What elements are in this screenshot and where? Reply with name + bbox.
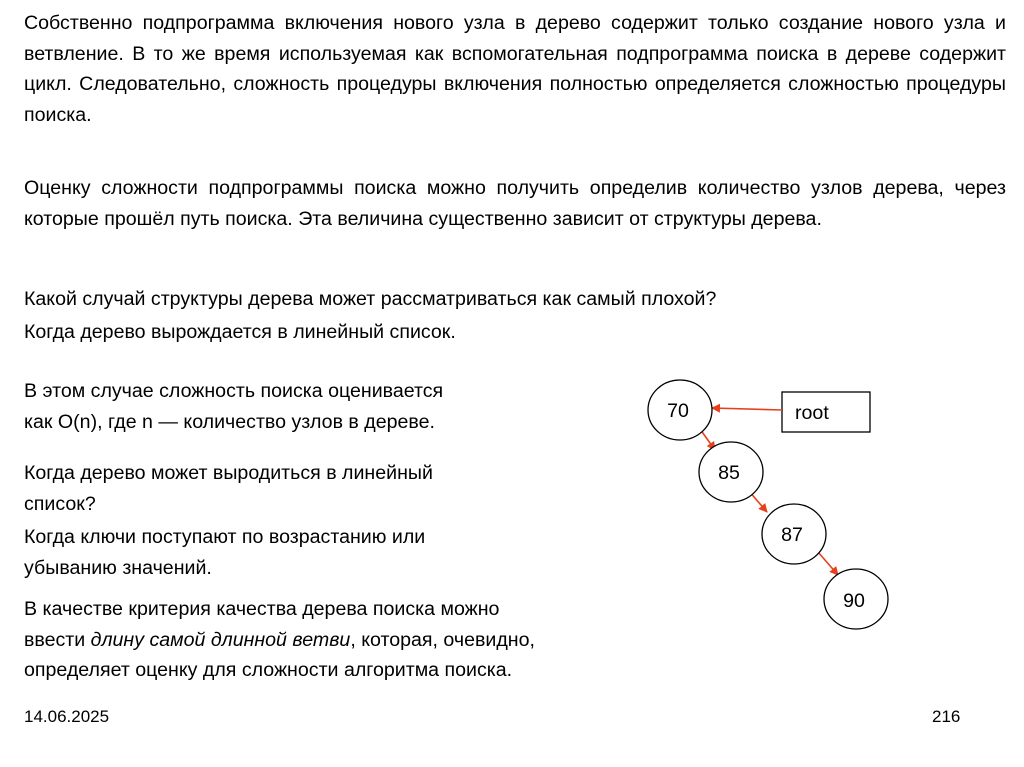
footer-date: 14.06.2025 <box>24 707 110 726</box>
text-line: Когда ключи поступают по возрастанию или <box>24 526 426 548</box>
root-pointer-box <box>782 392 870 432</box>
text-fragment: , которая, очевидно, <box>350 628 535 651</box>
tree-node-87 <box>762 504 826 564</box>
node-label: 70 <box>667 400 689 422</box>
text-line: убыванию значений. <box>24 556 212 579</box>
node-label: 87 <box>781 524 803 546</box>
arrow-root-to-70 <box>712 408 782 410</box>
text-line: определяет оценку для сложности алгоритма поиска. <box>24 659 513 681</box>
text-fragment: ввести <box>24 628 91 651</box>
paragraph-complexity-estimate: Оценку сложности подпрограммы поиска можно получить определив количество узлов дерева, через которые прошёл путь поиска. Эта величина существенно зависит от структуры дерева. <box>24 177 1006 230</box>
emphasis-longest-branch: длину самой длинной ветви <box>90 628 351 651</box>
text-line: В этом случае сложность поиска оценивается <box>24 380 444 402</box>
text-line: как O(n), где n — количество узлов в дереве. <box>24 410 435 433</box>
paragraph-intro: Собственно подпрограмма включения нового узла в дерево содержит только создание нового узла и ветвление. В то же время используемая как вспомогательная подпрограмма поиска в дереве содержит цикл. Следовательно, сложность процедуры включения полностью определяется сложностью процедуры поиска. <box>24 12 1006 126</box>
tree-node-90 <box>824 569 888 629</box>
tree-node-70 <box>648 380 712 440</box>
node-label: 90 <box>843 590 865 612</box>
tree-node-85 <box>699 442 763 502</box>
text-line: В качестве критерия качества дерева поиска можно <box>24 598 500 620</box>
text-line: список? <box>24 492 96 515</box>
answer-worst-case: Когда дерево вырождается в линейный список. <box>24 321 456 343</box>
question-worst-case: Какой случай структуры дерева может рассматриваться как самый плохой? <box>24 288 717 310</box>
footer-page-number: 216 <box>932 707 961 726</box>
node-label: 85 <box>718 462 740 484</box>
root-label: root <box>795 402 829 424</box>
text-line: Когда дерево может выродиться в линейный <box>24 462 433 484</box>
arrow-87-to-90 <box>818 552 838 575</box>
